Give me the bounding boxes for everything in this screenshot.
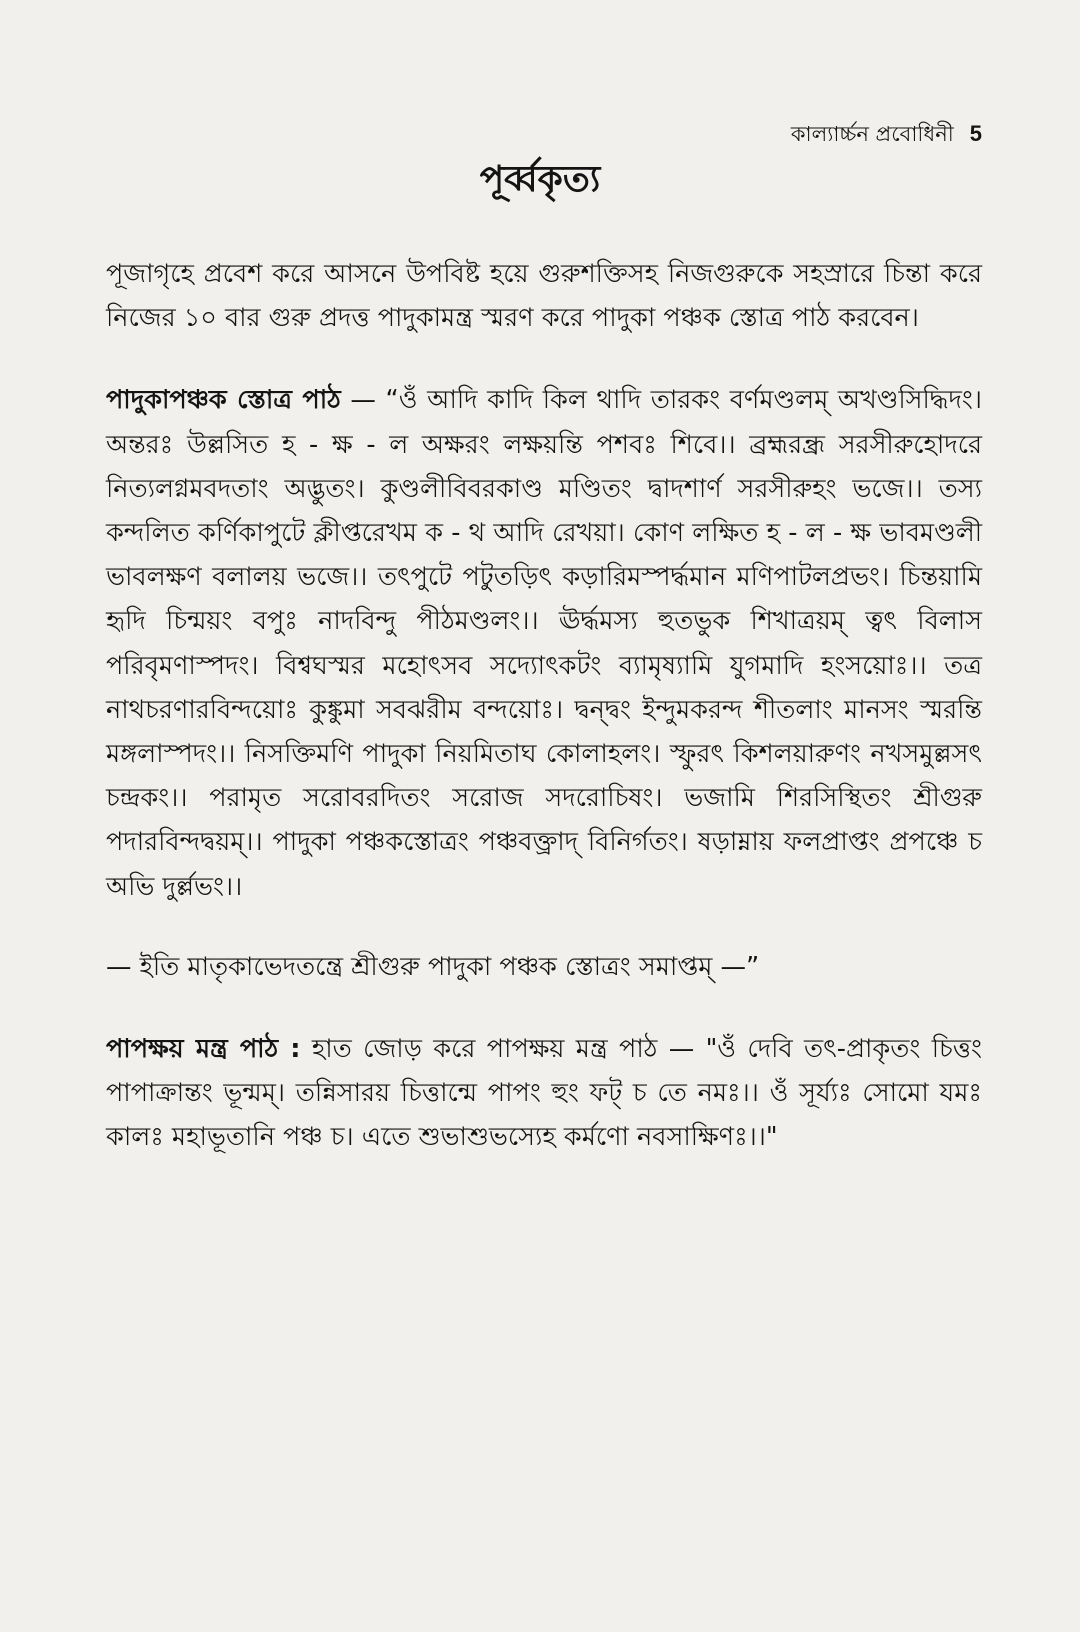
paduka-heading: পাদুকাপঞ্চক স্তোত্র পাঠ: [106, 385, 341, 416]
running-header: [791, 118, 982, 153]
closing-paragraph: [106, 945, 982, 989]
papa-text: হাত জোড় করে পাপক্ষয় মন্ত্র পাঠ — "ওঁ দেবি তৎ-প্রাকৃতং চিত্তং পাপাক্রান্তং ভূন্মম্। তন্নিসারয় চিত্তান্মে পাপং হুং ফট্‌ চ তে নমঃ।। ওঁ সূর্য্যঃ সোমো যমঃ কালঃ মহাভূতানি পঞ্চ চ। এতে শুভাশুভস্যেহ কর্মণো নবসাক্ষিণঃ।।": [106, 1034, 982, 1153]
closing-text: — ইতি মাতৃকাভেদতন্ত্রে শ্রীগুরু পাদুকা পঞ্চক স্তোত্রং সমাপ্তম্ —”: [106, 951, 760, 982]
section-title: পূর্ব্বকৃত্য: [479, 159, 601, 200]
papa-paragraph: [106, 1027, 982, 1160]
intro-text: পূজাগৃহে প্রবেশ করে আসনে উপবিষ্ট হয়ে গুরুশক্তিসহ নিজগুরুকে সহস্রারে চিন্তা করে নিজের ১০ বার গুরু প্রদত্ত পাদুকামন্ত্র স্মরণ করে পাদুকা পঞ্চক স্তোত্র পাঠ করবেন।: [106, 259, 982, 334]
page-number: 5: [969, 121, 982, 146]
book-title: কাল্যার্চ্চন প্রবোধিনী: [790, 122, 954, 146]
paduka-text: — “ওঁ আদি কাদি কিল থাদি তারকং বর্ণমণ্ডলম্ অখণ্ডসিদ্ধিদং। অন্তরঃ উল্লসিত হ - ক্ষ - ল অক্ষরং লক্ষয়ন্তি পশবঃ শিবে।। ব্রহ্মরন্ধ্র সরসীরুহোদরে নিত্যলগ্নমবদতাং অদ্ভুতং। কুণ্ডলীবিবরকাণ্ড মণ্ডিতং দ্বাদশার্ণ সরসীরুহং ভজে।। তস্য কন্দলিত কর্ণিকাপুটে ক্লীপ্তরেখম ক - থ আদি রেখয়া। কোণ লক্ষিত হ - ল - ক্ষ ভাবমণ্ডলী ভাবলক্ষণ বলালয় ভজে।। তৎপুটে পটুতড়িৎ কড়ারিমস্পর্দ্ধমান মণিপাটলপ্রভং। চিন্তয়ামি হৃদি চিন্ময়ং বপুঃ নাদবিন্দু পীঠমণ্ডলং।। ঊর্দ্ধমস্য হুতভুক শিখাত্রয়ম্ ত্বৎ বিলাস পরিবৃমণাস্পদং। বিশ্বঘস্মর মহোৎসব সদ্যোৎকটং ব্যামৃষ্যামি যুগমাদি হংসয়োঃ।। তত্র নাথচরণারবিন্দয়োঃ কুঙ্কুমা সবঝরীম বন্দয়োঃ। দ্বন্দ্বং ইন্দুমকরন্দ শীতলাং মানসং স্মরন্তি মঙ্গলাস্পদং।। নিসক্তিমণি পাদুকা নিয়মিতাঘ কোলাহলং। স্ফুরৎ কিশলয়ারুণং নখসমুল্লসৎ চন্দ্রকং।। পরামৃত সরোবরদিতং সরোজ সদরোচিষং। ভজামি শিরসিস্থিতং শ্রীগুরু পদারবিন্দদ্বয়ম্।। পাদুকা পঞ্চকস্তোত্রং পঞ্চবক্ত্রাদ্ বিনির্গতং। ষড়াম্নায় ফলপ্রাপ্তং প্রপঞ্চে চ অভি দুর্ল্লভং।।: [106, 385, 982, 902]
papa-heading: পাপক্ষয় মন্ত্র পাঠ :: [106, 1034, 301, 1065]
body-text: [106, 252, 982, 1198]
paduka-paragraph: [106, 378, 982, 908]
intro-paragraph: [106, 252, 982, 340]
